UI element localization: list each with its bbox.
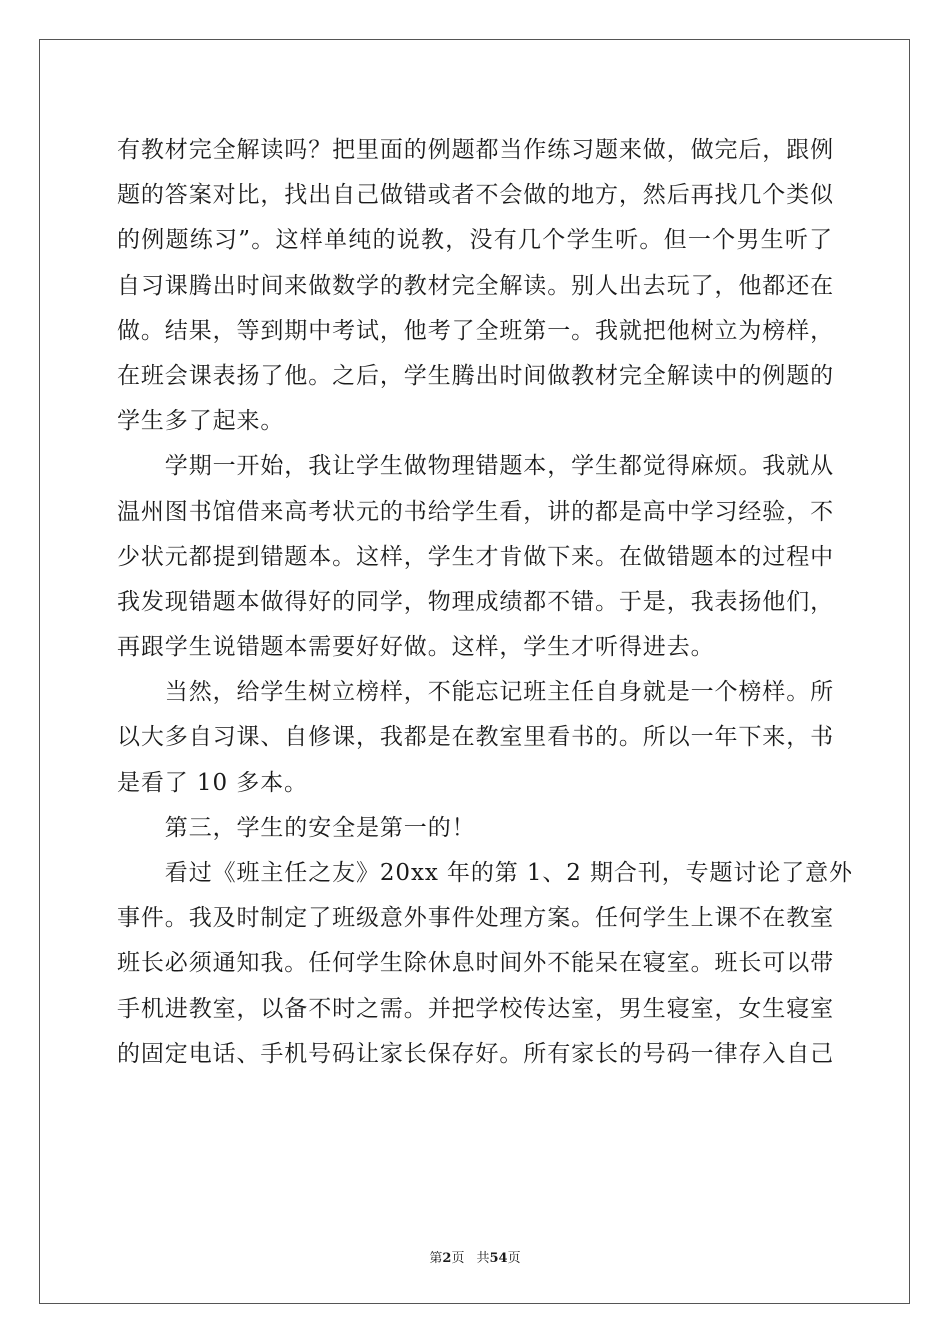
page-prefix: 第 [429, 1251, 443, 1266]
text-line: 是看了 10 多本。 [117, 769, 308, 796]
text-line: 第三，学生的安全是第一的！ [117, 814, 476, 841]
text-line: 再跟学生说错题本需要好好做。这样，学生才听得进去。 [117, 634, 715, 661]
total-pages: 54 [489, 1251, 508, 1266]
text-line: 题的答案对比，找出自己做错或者不会做的地方，然后再找几个类似 [117, 182, 834, 209]
text-line: 班长必须通知我。任何学生除休息时间外不能呆在寝室。班长可以带 [117, 950, 834, 977]
page-footer [0, 1247, 950, 1266]
text-line: 温州图书馆借来高考状元的书给学生看，讲的都是高中学习经验，不 [117, 498, 834, 525]
text-line: 手机进教室，以备不时之需。并把学校传达室，男生寝室，女生寝室 [117, 995, 834, 1022]
text-line: 自习课腾出时间来做数学的教材完全解读。别人出去玩了，他都还在 [117, 272, 834, 299]
text-line: 的例题练习”。这样单纯的说教，没有几个学生听。但一个男生听了 [117, 227, 833, 254]
text-line: 少状元都提到错题本。这样，学生才肯做下来。在做错题本的过程中 [117, 543, 834, 570]
text-line: 事件。我及时制定了班级意外事件处理方案。任何学生上课不在教室 [117, 905, 834, 932]
page-suffix: 页 [451, 1251, 465, 1266]
text-line: 学期一开始，我让学生做物理错题本，学生都觉得麻烦。我就从 [117, 453, 834, 480]
document-body [117, 128, 853, 1077]
total-suffix: 页 [507, 1251, 521, 1266]
page-number: 2 [442, 1251, 452, 1266]
text-line: 当然，给学生树立榜样，不能忘记班主任自身就是一个榜样。所 [117, 679, 834, 706]
text-line: 学生多了起来。 [117, 408, 285, 435]
text-line: 做。结果，等到期中考试，他考了全班第一。我就把他树立为榜样， [117, 317, 834, 344]
total-prefix: 共 [476, 1251, 490, 1266]
text-line: 我发现错题本做得好的同学，物理成绩都不错。于是，我表扬他们， [117, 588, 834, 615]
text-line: 以大多自习课、自修课，我都是在教室里看书的。所以一年下来，书 [117, 724, 834, 751]
text-line: 看过《班主任之友》20xx 年的第 1、2 期合刊，专题讨论了意外 [117, 860, 853, 886]
text-line: 在班会课表扬了他。之后，学生腾出时间做教材完全解读中的例题的 [117, 362, 834, 389]
text-line: 的固定电话、手机号码让家长保存好。所有家长的号码一律存入自己 [117, 1040, 834, 1067]
text-line: 有教材完全解读吗？把里面的例题都当作练习题来做，做完后，跟例 [117, 137, 834, 163]
